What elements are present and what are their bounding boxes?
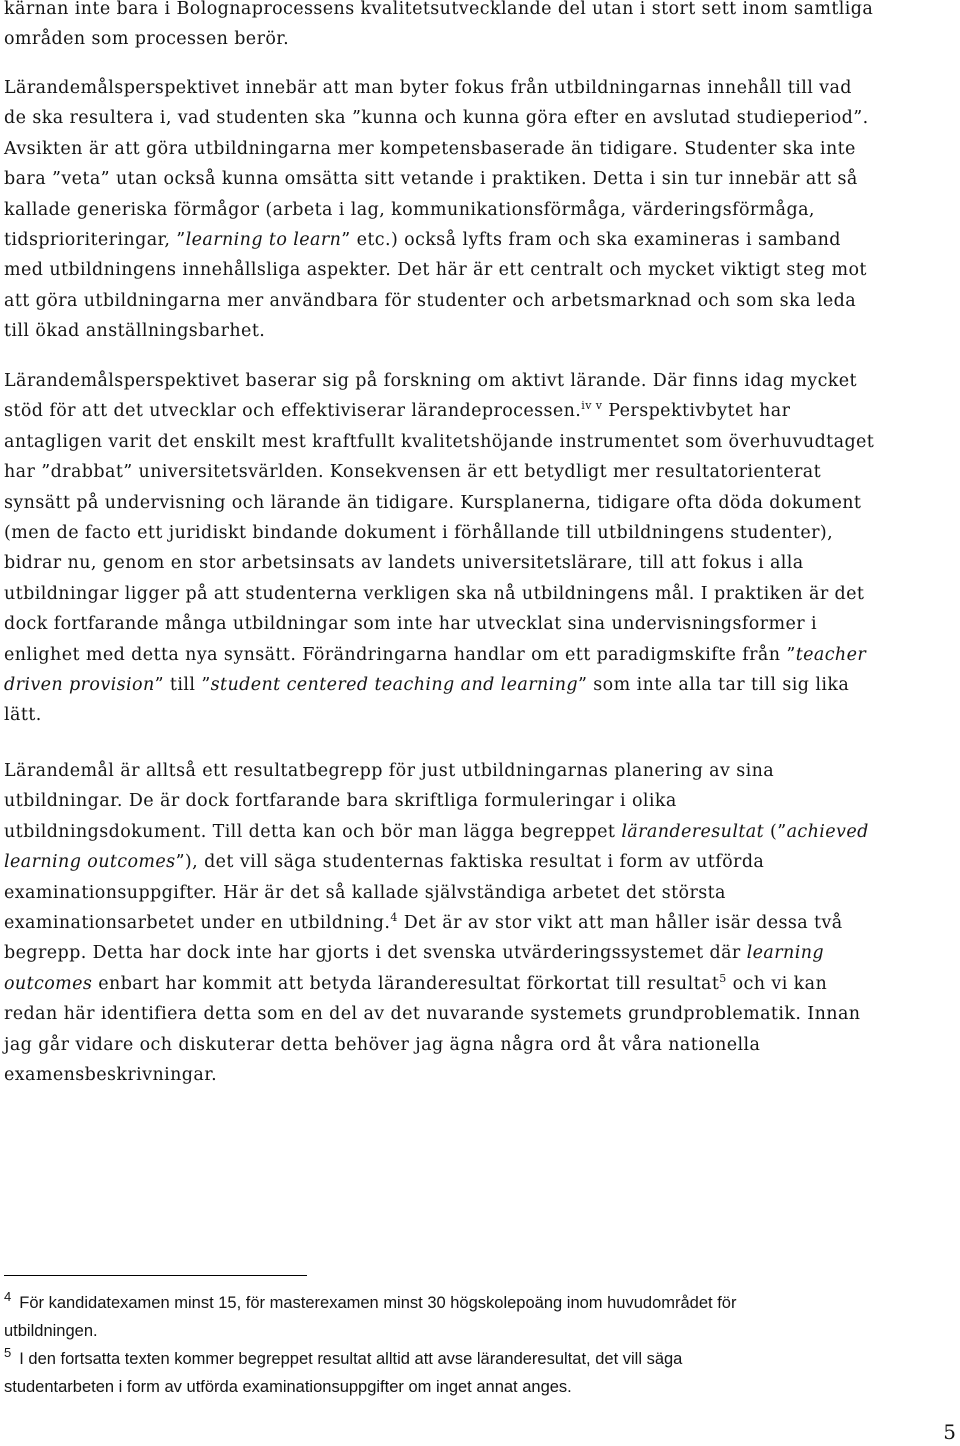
text-segment: de ska resultera i, vad studenten ska ”kunna och kunna göra efter en avslutad studieperiod”. bbox=[4, 108, 869, 129]
text-line bbox=[4, 225, 960, 255]
note-reference: 5 bbox=[719, 971, 727, 985]
text-segment: bidrar nu, genom en stor arbetsinsats av landets universitetslärare, till att fokus i alla bbox=[4, 553, 804, 574]
text-segment: ” etc.) också lyfts fram och ska examineras i samband bbox=[341, 229, 841, 250]
text-line bbox=[4, 316, 960, 346]
text-line bbox=[4, 103, 960, 133]
text-segment: att göra utbildningarna mer användbara för studenter och arbetsmarknad och som ska leda bbox=[4, 290, 857, 311]
text-line bbox=[4, 847, 960, 877]
italic-text: driven provision bbox=[4, 674, 155, 695]
text-segment: kallade generiska förmågor (arbeta i lag, kommunikationsförmåga, värderingsförmåga, bbox=[4, 199, 815, 220]
text-segment: ” som inte alla tar till sig lika bbox=[577, 674, 850, 695]
text-line bbox=[4, 817, 960, 847]
text-segment: examinationsarbetet under en utbildning. bbox=[4, 912, 391, 933]
italic-text: learning bbox=[746, 943, 824, 964]
text-line bbox=[4, 786, 960, 816]
paragraph-2 bbox=[4, 73, 960, 347]
text-segment: ” till ” bbox=[154, 674, 211, 695]
text-segment: områden som processen berör. bbox=[4, 29, 290, 50]
text-segment: Avsikten är att göra utbildningarna mer kompetensbaserade än tidigare. Studenter ska inte bbox=[4, 138, 856, 159]
text-segment: till ökad anställningsbarhet. bbox=[4, 321, 266, 342]
text-segment: dock fortfarande många utbildningar som inte har utvecklat sina undervisningsformer i bbox=[4, 614, 817, 635]
text-segment: med utbildningens innehållsliga aspekter. Det här är ett centralt och mycket viktigt steg mot bbox=[4, 260, 867, 281]
footnote-separator bbox=[4, 1275, 307, 1276]
text-line bbox=[4, 255, 960, 285]
text-line bbox=[4, 999, 960, 1029]
text-segment: synsätt på undervisning och lärande än tidigare. Kursplanerna, tidigare ofta döda dokument bbox=[4, 492, 862, 513]
paragraph-4 bbox=[4, 756, 960, 1090]
text-line bbox=[4, 756, 960, 786]
paragraph-1 bbox=[4, 0, 960, 55]
text-segment: antagligen varit det enskilt mest kraftfullt kvalitetshöjande instrumentet som överhuvudtaget bbox=[4, 431, 875, 452]
text-segment: (” bbox=[764, 821, 787, 842]
footnote-text: I den fortsatta texten kommer begreppet resultat alltid att avse läranderesultat, det vill säga bbox=[19, 1350, 683, 1368]
text-segment: Perspektivbytet har bbox=[602, 401, 791, 422]
text-line bbox=[4, 164, 960, 194]
italic-text: outcomes bbox=[4, 973, 93, 994]
paragraph-3 bbox=[4, 366, 960, 731]
footnote-4-continuation: utbildningen. bbox=[4, 1322, 98, 1340]
footnote-text: För kandidatexamen minst 15, för masterexamen minst 30 högskolepoäng inom huvudområdet för bbox=[19, 1294, 737, 1312]
page-number: 5 bbox=[943, 1420, 956, 1444]
text-line bbox=[4, 457, 960, 487]
text-line bbox=[4, 609, 960, 639]
text-segment: har ”drabbat” universitetsvärlden. Konsekvensen är ett betydligt mer resultatorienterat bbox=[4, 462, 822, 483]
text-line bbox=[4, 1030, 960, 1060]
italic-text: student centered teaching and learning bbox=[210, 674, 578, 695]
italic-text: teacher bbox=[795, 644, 867, 665]
text-segment: enlighet med detta nya synsätt. Förändringarna handlar om ett paradigmskifte från ” bbox=[4, 644, 796, 665]
text-segment: (men de facto ett juridiskt bindande dokument i förhållande till utbildningens studenter), bbox=[4, 522, 834, 543]
text-line bbox=[4, 969, 960, 999]
text-segment: redan här identifiera detta som en del av det nuvarande systemets grundproblematik. Innan bbox=[4, 1004, 861, 1025]
text-segment: jag går vidare och diskuterar detta behöver jag ägna några ord åt våra nationella bbox=[4, 1034, 761, 1055]
text-segment: examensbeskrivningar. bbox=[4, 1064, 218, 1085]
text-segment: utbildningar ligger på att studenterna verkligen ska nå utbildningens mål. I praktiken är det bbox=[4, 583, 865, 604]
text-segment: begrepp. Detta har dock inte har gjorts i det svenska utvärderingssystemet där bbox=[4, 943, 747, 964]
note-reference: iv v bbox=[581, 399, 603, 413]
text-line bbox=[4, 938, 960, 968]
text-segment: Lärandemål är alltså ett resultatbegrepp för just utbildningarnas planering av sina bbox=[4, 761, 775, 781]
text-line bbox=[4, 286, 960, 316]
footnotes bbox=[4, 1289, 960, 1401]
text-line bbox=[4, 24, 960, 54]
text-segment: utbildningsdokument. Till detta kan och bör man lägga begreppet bbox=[4, 821, 622, 842]
text-segment: utbildningar. De är dock fortfarande bara skriftliga formuleringar i olika bbox=[4, 791, 677, 812]
text-line bbox=[4, 195, 960, 225]
text-line bbox=[4, 1060, 960, 1090]
text-segment: tidsprioriteringar, ” bbox=[4, 229, 186, 250]
text-line bbox=[4, 427, 960, 457]
footnote-number: 4 bbox=[4, 1289, 12, 1304]
footnote-number: 5 bbox=[4, 1345, 12, 1360]
text-line bbox=[4, 396, 960, 426]
footnote-4 bbox=[4, 1289, 960, 1317]
text-segment: stöd för att det utvecklar och effektiviserar lärandeprocessen. bbox=[4, 401, 582, 422]
text-line bbox=[4, 908, 960, 938]
text-segment: ”), det vill säga studenternas faktiska resultat i form av utförda bbox=[175, 852, 765, 873]
text-segment: och vi kan bbox=[726, 973, 828, 994]
italic-text: learning to learn bbox=[185, 229, 342, 250]
text-line bbox=[4, 134, 960, 164]
italic-text: achieved bbox=[786, 821, 869, 842]
text-segment: Lärandemålsperspektivet baserar sig på forskning om aktivt lärande. Där finns idag mycket bbox=[4, 371, 857, 391]
text-line bbox=[4, 366, 960, 396]
text-line bbox=[4, 670, 960, 700]
text-segment: bara ”veta” utan också kunna omsätta sitt vetande i praktiken. Detta i sin tur innebär att så bbox=[4, 169, 858, 190]
text-line bbox=[4, 0, 960, 24]
text-segment: Det är av stor vikt att man håller isär dessa två bbox=[397, 912, 843, 933]
footnote-5-continuation: studentarbeten i form av utförda examinationsuppgifter om inget annat anges. bbox=[4, 1378, 572, 1396]
note-reference: 4 bbox=[390, 910, 398, 924]
italic-text: learning outcomes bbox=[4, 852, 176, 873]
text-line bbox=[4, 548, 960, 578]
text-line bbox=[4, 518, 960, 548]
text-line bbox=[4, 73, 960, 103]
text-line bbox=[4, 878, 960, 908]
text-line bbox=[4, 700, 960, 730]
text-segment: Lärandemålsperspektivet innebär att man byter fokus från utbildningarnas innehåll till vad bbox=[4, 78, 852, 98]
italic-text: läranderesultat bbox=[621, 821, 765, 842]
text-line bbox=[4, 640, 960, 670]
text-segment: kärnan inte bara i Bolognaprocessens kvalitetsutvecklande del utan i stort sett inom samtliga bbox=[4, 0, 874, 19]
text-line bbox=[4, 488, 960, 518]
text-segment: examinationsuppgifter. Här är det så kallade självständiga arbetet det största bbox=[4, 882, 726, 903]
text-segment: enbart har kommit att betyda läranderesultat förkortat till resultat bbox=[92, 973, 720, 994]
text-segment: lätt. bbox=[4, 705, 42, 726]
text-line bbox=[4, 579, 960, 609]
footnote-5 bbox=[4, 1345, 960, 1373]
